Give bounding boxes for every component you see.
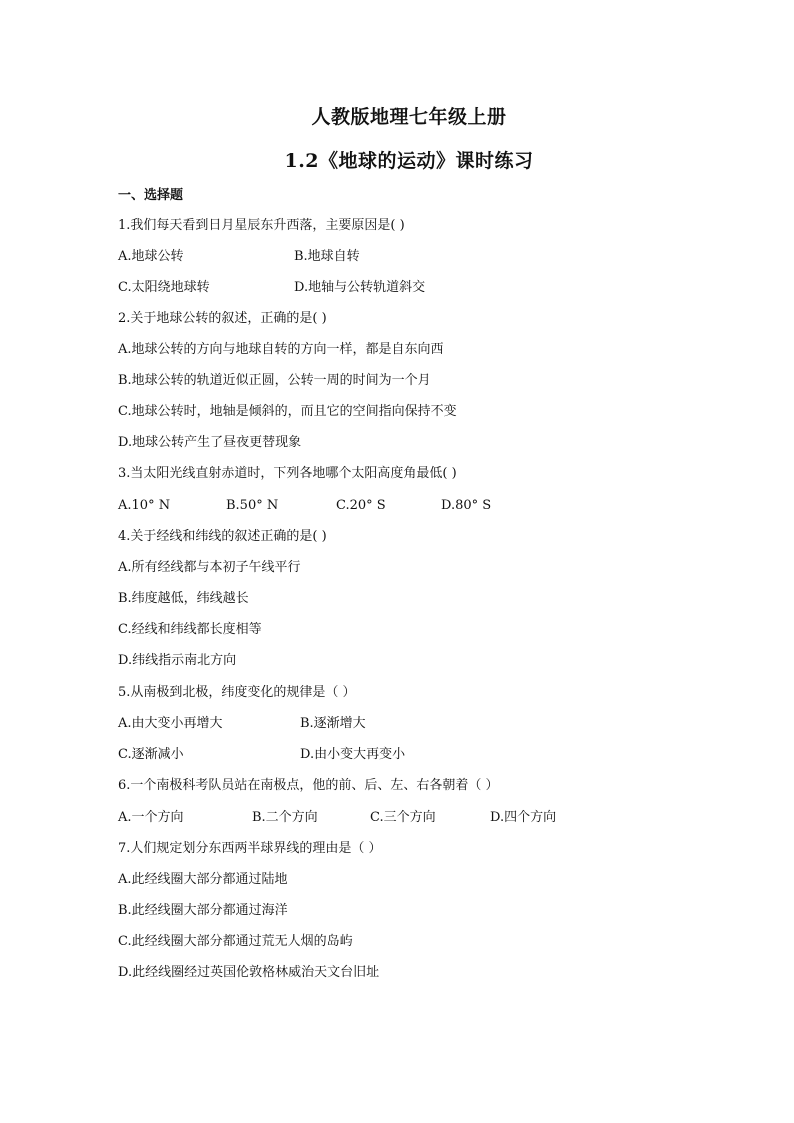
question-5-options-row-1 bbox=[118, 716, 718, 732]
question-6-stem: 6.一个南极科考队员站在南极点，他的前、后、左、右各朝着（ ） bbox=[118, 778, 499, 793]
question-1-option-c: C.太阳绕地球转 bbox=[118, 280, 210, 295]
question-6-option-c: C.三个方向 bbox=[370, 810, 436, 825]
question-7-option-c: C.此经线圈大部分都通过荒无人烟的岛屿 bbox=[118, 934, 353, 949]
question-7-option-a: A.此经线圈大部分都通过陆地 bbox=[118, 872, 288, 887]
question-6-option-b: B.二个方向 bbox=[252, 810, 318, 825]
question-2-stem: 2.关于地球公转的叙述，正确的是( ) bbox=[118, 311, 327, 326]
question-5-option-a: A.由大变小再增大 bbox=[118, 716, 223, 731]
section-heading: 一、选择题 bbox=[118, 188, 184, 203]
question-2-option-b: B.地球公转的轨道近似正圆，公转一周的时间为一个月 bbox=[118, 373, 431, 388]
question-1-stem: 1.我们每天看到日月星辰东升西落，主要原因是( ) bbox=[118, 218, 405, 233]
question-1-options-row-2 bbox=[118, 280, 718, 296]
question-5-option-d: D.由小变大再变小 bbox=[300, 747, 406, 762]
document-subtitle: 1.2《地球的运动》课时练习 bbox=[284, 150, 534, 172]
question-3-option-b: B.50° N bbox=[226, 498, 279, 513]
question-2-option-d: D.地球公转产生了昼夜更替现象 bbox=[118, 435, 302, 450]
document-title: 人教版地理七年级上册 bbox=[311, 106, 507, 128]
question-5-stem: 5.从南极到北极，纬度变化的规律是（ ） bbox=[118, 685, 356, 700]
question-6-option-a: A.一个方向 bbox=[118, 810, 184, 825]
question-2-option-a: A.地球公转的方向与地球自转的方向一样，都是自东向西 bbox=[118, 342, 444, 357]
question-3-option-c: C.20° S bbox=[336, 498, 386, 513]
question-2-option-c: C.地球公转时，地轴是倾斜的，而且它的空间指向保持不变 bbox=[118, 404, 457, 419]
question-4-option-d: D.纬线指示南北方向 bbox=[118, 653, 237, 668]
question-4-option-a: A.所有经线都与本初子午线平行 bbox=[118, 560, 301, 575]
question-1-option-d: D.地轴与公转轨道斜交 bbox=[294, 280, 426, 295]
question-6-options-row bbox=[118, 810, 718, 826]
question-3-stem: 3.当太阳光线直射赤道时，下列各地哪个太阳高度角最低( ) bbox=[118, 466, 457, 481]
question-6-option-d: D.四个方向 bbox=[490, 810, 557, 825]
question-7-stem: 7.人们规定划分东西两半球界线的理由是（ ） bbox=[118, 841, 382, 856]
question-3-option-a: A.10° N bbox=[118, 498, 171, 513]
question-3-option-d: D.80° S bbox=[441, 498, 492, 513]
question-1-option-a: A.地球公转 bbox=[118, 249, 184, 264]
question-3-options-row bbox=[118, 498, 718, 514]
question-5-option-b: B.逐渐增大 bbox=[300, 716, 366, 731]
question-1-options-row-1 bbox=[118, 249, 718, 265]
question-4-stem: 4.关于经线和纬线的叙述正确的是( ) bbox=[118, 529, 327, 544]
question-4-option-b: B.纬度越低，纬线越长 bbox=[118, 591, 249, 606]
question-1-option-b: B.地球自转 bbox=[294, 249, 360, 264]
question-4-option-c: C.经线和纬线都长度相等 bbox=[118, 622, 262, 637]
question-7-option-d: D.此经线圈经过英国伦敦格林威治天文台旧址 bbox=[118, 965, 380, 980]
question-5-option-c: C.逐渐减小 bbox=[118, 747, 184, 762]
question-5-options-row-2 bbox=[118, 747, 718, 763]
question-7-option-b: B.此经线圈大部分都通过海洋 bbox=[118, 903, 288, 918]
